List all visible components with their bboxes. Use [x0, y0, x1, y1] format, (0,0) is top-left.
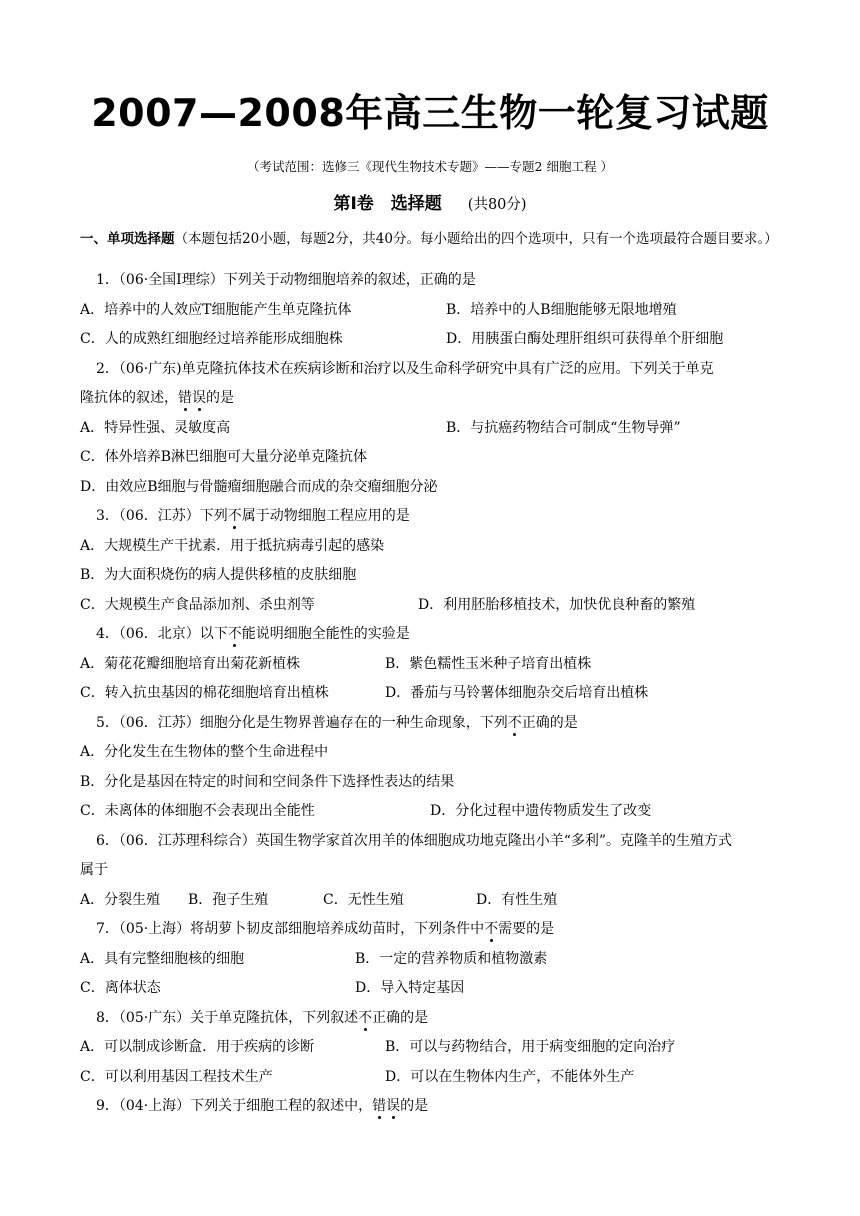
section-score: (共80分) — [467, 197, 527, 213]
question-8-stem: 8．（05·广东）关于单克隆抗体，下列叙述不正确的是 — [96, 1010, 429, 1026]
emphasis-mark: 不 — [484, 921, 499, 937]
emphasis-mark: 不 — [358, 1010, 373, 1026]
emphasis-mark: 误 — [192, 390, 206, 406]
question-1-stem: 1．（06·全国Ⅰ理综）下列关于动物细胞培养的叙述，正确的是 — [96, 272, 476, 288]
exam-scope: （考试范围：选修三《现代生物技术专题》——专题2 细胞工程 ） — [247, 159, 613, 174]
question-5-option-d: D．分化过程中遗传物质发生了改变 — [430, 803, 652, 819]
question-4-option-b: B．紫色糯性玉米种子培育出植株 — [385, 656, 592, 672]
question-1-option-d: D．用胰蛋白酶处理肝组织可获得单个肝细胞 — [446, 331, 724, 347]
question-8-option-c: C．可以利用基因工程技术生产 — [80, 1069, 273, 1085]
emphasis-mark: 误 — [386, 1098, 401, 1114]
question-2-stem-line-2: 隆抗体的叙述，错误的是 — [80, 390, 234, 406]
question-2-option-b: B．与抗癌药物结合可制成“生物导弹” — [446, 420, 681, 436]
question-2-option-d: D．由效应B细胞与骨髓瘤细胞融合而成的杂交瘤细胞分泌 — [80, 479, 438, 495]
part-heading: 一、单项选择题 — [80, 231, 175, 247]
question-9-stem: 9．（04·上海）下列关于细胞工程的叙述中，错误的是 — [96, 1098, 429, 1114]
question-3-option-a: A．大规模生产干扰素．用于抵抗病毒引起的感染 — [80, 538, 385, 554]
question-7-option-a: A．具有完整细胞核的细胞 — [80, 951, 245, 967]
emphasis-mark: 错 — [372, 1098, 387, 1114]
part-instructions — [80, 228, 780, 250]
question-6-option-b: B．孢子生殖 — [188, 892, 269, 908]
section-heading — [0, 189, 860, 214]
question-2-stem-line-1: 2．（06·广东)单克隆抗体技术在疾病诊断和治疗以及生命科学研究中具有广泛的应用。下列关于单克 — [96, 361, 714, 377]
question-4-option-d: D．番茄与马铃薯体细胞杂交后培育出植株 — [385, 685, 649, 701]
question-3-option-c: C．大规模生产食品添加剂、杀虫剂等 — [80, 597, 315, 613]
question-3-stem: 3．（06．江苏）下列不属于动物细胞工程应用的是 — [96, 508, 410, 524]
emphasis-mark: 错 — [178, 390, 192, 406]
question-6-stem-line-2: 属于 — [80, 862, 108, 878]
question-2-option-c: C．体外培养B淋巴细胞可大量分泌单克隆抗体 — [80, 449, 367, 465]
section-title: 第Ⅰ卷 选择题 — [333, 194, 442, 214]
question-7-option-b: B．一定的营养物质和植物激素 — [355, 951, 548, 967]
part-description: （本题包括20小题，每题2分，共40分。每小题给出的四个选项中，只有一个选项最符合题目要求。） — [174, 231, 778, 247]
question-5-option-a: A．分化发生在生物体的整个生命进程中 — [80, 744, 329, 760]
question-2-option-a: A．特异性强、灵敏度高 — [80, 420, 231, 436]
question-6-option-a: A．分裂生殖 — [80, 892, 161, 908]
question-8-option-b: B．可以与药物结合，用于病变细胞的定向治疗 — [385, 1039, 676, 1055]
question-3-option-b: B．为大面积烧伤的病人提供移植的皮肤细胞 — [80, 567, 357, 583]
emphasis-mark: 不 — [227, 626, 242, 642]
question-8-option-a: A．可以制成诊断盒．用于疾病的诊断 — [80, 1039, 315, 1055]
question-5-stem: 5．（06．江苏）细胞分化是生物界普遍存在的一种生命现象，下列不正确的是 — [96, 715, 578, 731]
question-1-option-a: A．培养中的人效应T细胞能产生单克隆抗体 — [80, 302, 352, 318]
emphasis-mark: 不 — [227, 508, 242, 524]
question-1-option-c: C．人的成熟红细胞经过培养能形成细胞株 — [80, 331, 343, 347]
question-6-option-c: C．无性生殖 — [323, 892, 404, 908]
emphasis-mark: 不 — [507, 715, 522, 731]
question-4-stem: 4．（06．北京）以下不能说明细胞全能性的实验是 — [96, 626, 410, 642]
question-6-stem-line-1: 6．（06．江苏理科综合）英国生物学家首次用羊的体细胞成功地克隆出小羊“多利”。克隆羊的生殖方式 — [96, 833, 733, 849]
question-4-option-a: A．菊花花瓣细胞培育出菊花新植株 — [80, 656, 301, 672]
question-7-option-d: D．导入特定基因 — [355, 980, 465, 996]
question-3-option-d: D．利用胚胎移植技术，加快优良种畜的繁殖 — [418, 597, 696, 613]
question-5-option-b: B．分化是基因在特定的时间和空间条件下选择性表达的结果 — [80, 774, 455, 790]
page-title: 2007—2008年高三生物一轮复习试题 — [91, 91, 769, 135]
question-7-option-c: C．离体状态 — [80, 980, 161, 996]
question-1-option-b: B．培养中的人B细胞能够无限地增殖 — [446, 302, 677, 318]
question-8-option-d: D．可以在生物体内生产，不能体外生产 — [385, 1069, 635, 1085]
question-4-option-c: C．转入抗虫基因的棉花细胞培育出植株 — [80, 685, 329, 701]
question-6-option-d: D．有性生殖 — [476, 892, 558, 908]
question-5-option-c: C．未离体的体细胞不会表现出全能性 — [80, 803, 315, 819]
question-7-stem: 7．（05·上海）将胡萝卜韧皮部细胞培养成幼苗时，下列条件中不需要的是 — [96, 921, 555, 937]
